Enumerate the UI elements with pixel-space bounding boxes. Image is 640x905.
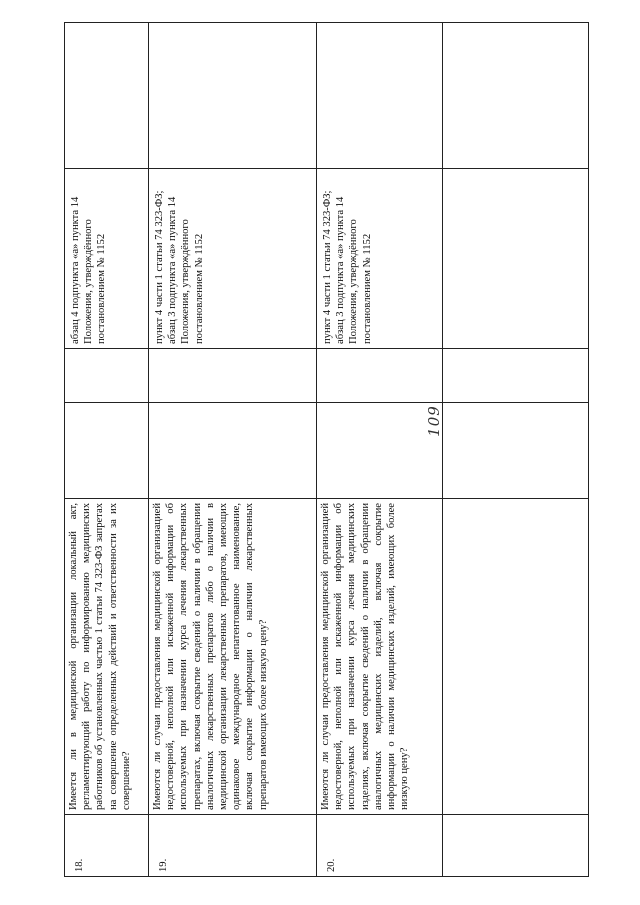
note-cell <box>317 23 443 169</box>
row-number: 20. <box>317 815 443 877</box>
checklist-table <box>64 22 589 877</box>
blank-cell <box>443 169 589 349</box>
question-cell: Имеется ли в медицинской организации локальный акт, регламентирующий работу по информированию медицинских работников об установленных частью 1 статьи 74 323-ФЗ запретах на совершение определенных действий и ответственности за их совершение? <box>65 499 149 815</box>
question-cell: Имеются ли случаи предоставления медицинской организацией недостоверной, неполной или искаженной информации об используемых при назначении курса лечения медицинских изделиях, включая сокрытие сведений о наличии в обращении аналогичных медицинских изделий, включая сокрытие информации о наличии медицинских изделий, имеющих более низкую цену? <box>317 499 443 815</box>
table-row-blank <box>443 23 589 877</box>
answer-yes-cell <box>149 403 317 499</box>
note-cell <box>149 23 317 169</box>
blank-cell <box>443 815 589 877</box>
blank-cell <box>443 403 589 499</box>
page-number: 109 <box>424 405 443 437</box>
reference-cell: пункт 4 части 1 статьи 74 323-ФЗ; абзац 3 подпункта «а» пункта 14 Положения, утверждённого постановлением № 1152 <box>149 169 317 349</box>
answer-no-cell <box>317 349 443 403</box>
answer-no-cell <box>149 349 317 403</box>
table-row <box>65 23 149 877</box>
answer-yes-cell <box>65 403 149 499</box>
answer-no-cell <box>65 349 149 403</box>
blank-cell <box>443 23 589 169</box>
blank-cell <box>443 349 589 403</box>
checklist-table-wrap <box>64 23 588 877</box>
row-number: 18. <box>65 815 149 877</box>
blank-cell <box>443 499 589 815</box>
table-row <box>317 23 443 877</box>
reference-cell: абзац 4 подпункта «а» пункта 14 Положения, утверждённого постановлением № 1152 <box>65 169 149 349</box>
row-number: 19. <box>149 815 317 877</box>
note-cell <box>65 23 149 169</box>
table-row <box>149 23 317 877</box>
question-cell: Имеются ли случаи предоставления медицинской организацией недостоверной, неполной или искаженной информации об используемых при назначении курса лечения лекарственных препаратах, включая сокрытие сведений о наличии в обращении аналогичных лекарственных препаратов либо о наличии в медицинской организации лекарственных препаратов, имеющих одинаковое международное непатентованное наименование, включая сокрытие информации о наличии лекарственных препаратов имеющих более низкую цену? <box>149 499 317 815</box>
answer-yes-cell <box>317 403 443 499</box>
reference-cell: пункт 4 части 1 статьи 74 323-ФЗ; абзац 3 подпункта «а» пункта 14 Положения, утверждённого постановлением № 1152 <box>317 169 443 349</box>
